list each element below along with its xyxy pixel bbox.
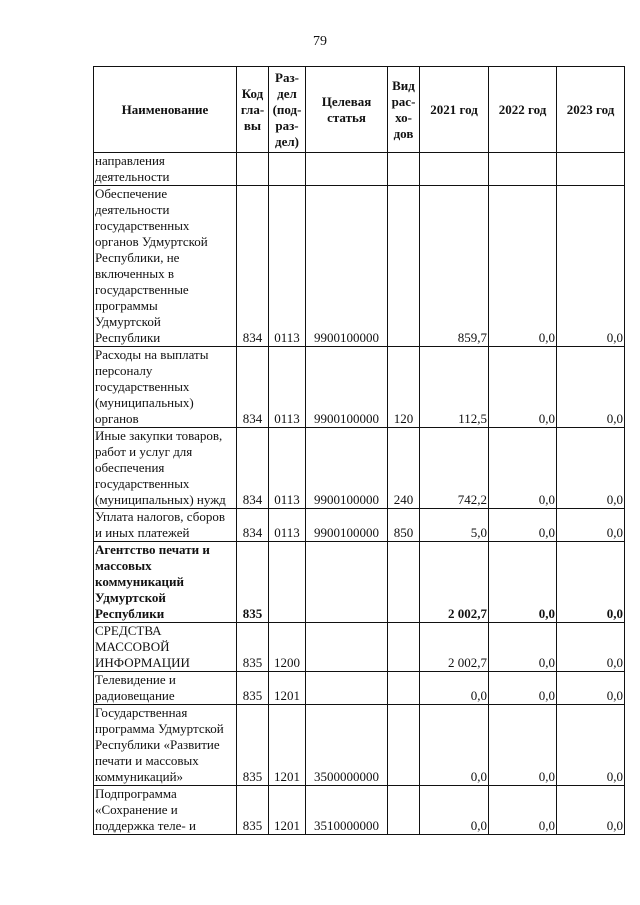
row-section: 0113 [269,347,306,428]
row-expense-type: 240 [388,428,420,509]
row-2022: 0,0 [489,186,557,347]
row-2023: 0,0 [557,509,625,542]
header-row [94,67,625,153]
row-name: Обеспечение деятельности государственных органов Удмуртской Республики, не включенных в государственные программы Удмуртской Республики [94,186,237,347]
row-2021: 0,0 [420,786,489,835]
row-section: 0113 [269,186,306,347]
row-name: Подпрограмма «Сохранение и поддержка теле- и [94,786,237,835]
table-row [94,786,625,835]
header-2022: 2022 год [489,67,557,153]
row-2022: 0,0 [489,428,557,509]
row-chapter: 835 [237,672,269,705]
row-expense-type [388,786,420,835]
row-2021 [420,153,489,186]
row-2021: 0,0 [420,705,489,786]
row-chapter: 834 [237,186,269,347]
header-2021: 2021 год [420,67,489,153]
row-2022: 0,0 [489,705,557,786]
row-name: направления деятельности [94,153,237,186]
row-target [306,672,388,705]
row-target [306,623,388,672]
row-expense-type [388,623,420,672]
table-row [94,186,625,347]
row-2022: 0,0 [489,509,557,542]
page-number: 79 [313,34,327,49]
row-name: Телевидение и радиовещание [94,672,237,705]
row-2022 [489,153,557,186]
row-section: 1201 [269,786,306,835]
row-target: 3510000000 [306,786,388,835]
row-section [269,542,306,623]
row-name: Уплата налогов, сборов и иных платежей [94,509,237,542]
row-2023: 0,0 [557,786,625,835]
header-section: Раз- дел (под- раз- дел) [269,67,306,153]
row-expense-type [388,153,420,186]
row-name: Государственная программа Удмуртской Республики «Развитие печати и массовых коммуникаций» [94,705,237,786]
row-target: 9900100000 [306,347,388,428]
row-chapter: 834 [237,509,269,542]
row-2021: 0,0 [420,672,489,705]
row-2023: 0,0 [557,186,625,347]
row-target [306,542,388,623]
row-target: 3500000000 [306,705,388,786]
row-section: 1201 [269,672,306,705]
table-row [94,705,625,786]
row-expense-type [388,705,420,786]
row-expense-type: 120 [388,347,420,428]
row-chapter: 834 [237,347,269,428]
row-chapter: 835 [237,623,269,672]
row-chapter: 835 [237,542,269,623]
table-row [94,153,625,186]
row-expense-type [388,542,420,623]
row-section: 0113 [269,428,306,509]
row-2023 [557,153,625,186]
row-name: Агентство печати и массовых коммуникаций Удмуртской Республики [94,542,237,623]
header-chapter: Код гла- вы [237,67,269,153]
table-row [94,672,625,705]
row-target: 9900100000 [306,428,388,509]
budget-table [93,66,625,835]
row-expense-type: 850 [388,509,420,542]
header-target: Целевая статья [306,67,388,153]
row-2021: 112,5 [420,347,489,428]
row-chapter: 835 [237,786,269,835]
row-2022: 0,0 [489,672,557,705]
row-2021: 859,7 [420,186,489,347]
row-2023: 0,0 [557,623,625,672]
row-2022: 0,0 [489,347,557,428]
row-2021: 742,2 [420,428,489,509]
row-2022: 0,0 [489,786,557,835]
row-2022: 0,0 [489,542,557,623]
table-row [94,347,625,428]
row-2023: 0,0 [557,542,625,623]
row-section: 1200 [269,623,306,672]
row-name: Расходы на выплаты персоналу государственных (муниципальных) органов [94,347,237,428]
row-section: 1201 [269,705,306,786]
table-row [94,623,625,672]
row-2021: 2 002,7 [420,542,489,623]
row-expense-type [388,186,420,347]
row-section: 0113 [269,509,306,542]
row-2023: 0,0 [557,672,625,705]
header-name: Наименование [94,67,237,153]
row-2022: 0,0 [489,623,557,672]
row-2023: 0,0 [557,705,625,786]
row-2021: 5,0 [420,509,489,542]
row-2021: 2 002,7 [420,623,489,672]
row-name: СРЕДСТВА МАССОВОЙ ИНФОРМАЦИИ [94,623,237,672]
row-section [269,153,306,186]
row-target: 9900100000 [306,509,388,542]
row-expense-type [388,672,420,705]
table-row [94,542,625,623]
row-target: 9900100000 [306,186,388,347]
row-2023: 0,0 [557,347,625,428]
row-2023: 0,0 [557,428,625,509]
row-name: Иные закупки товаров, работ и услуг для обеспечения государственных (муниципальных) нужд [94,428,237,509]
header-expense-type: Вид рас- хо- дов [388,67,420,153]
row-target [306,153,388,186]
row-chapter: 834 [237,428,269,509]
table-row [94,509,625,542]
table-row [94,428,625,509]
row-chapter [237,153,269,186]
header-2023: 2023 год [557,67,625,153]
row-chapter: 835 [237,705,269,786]
